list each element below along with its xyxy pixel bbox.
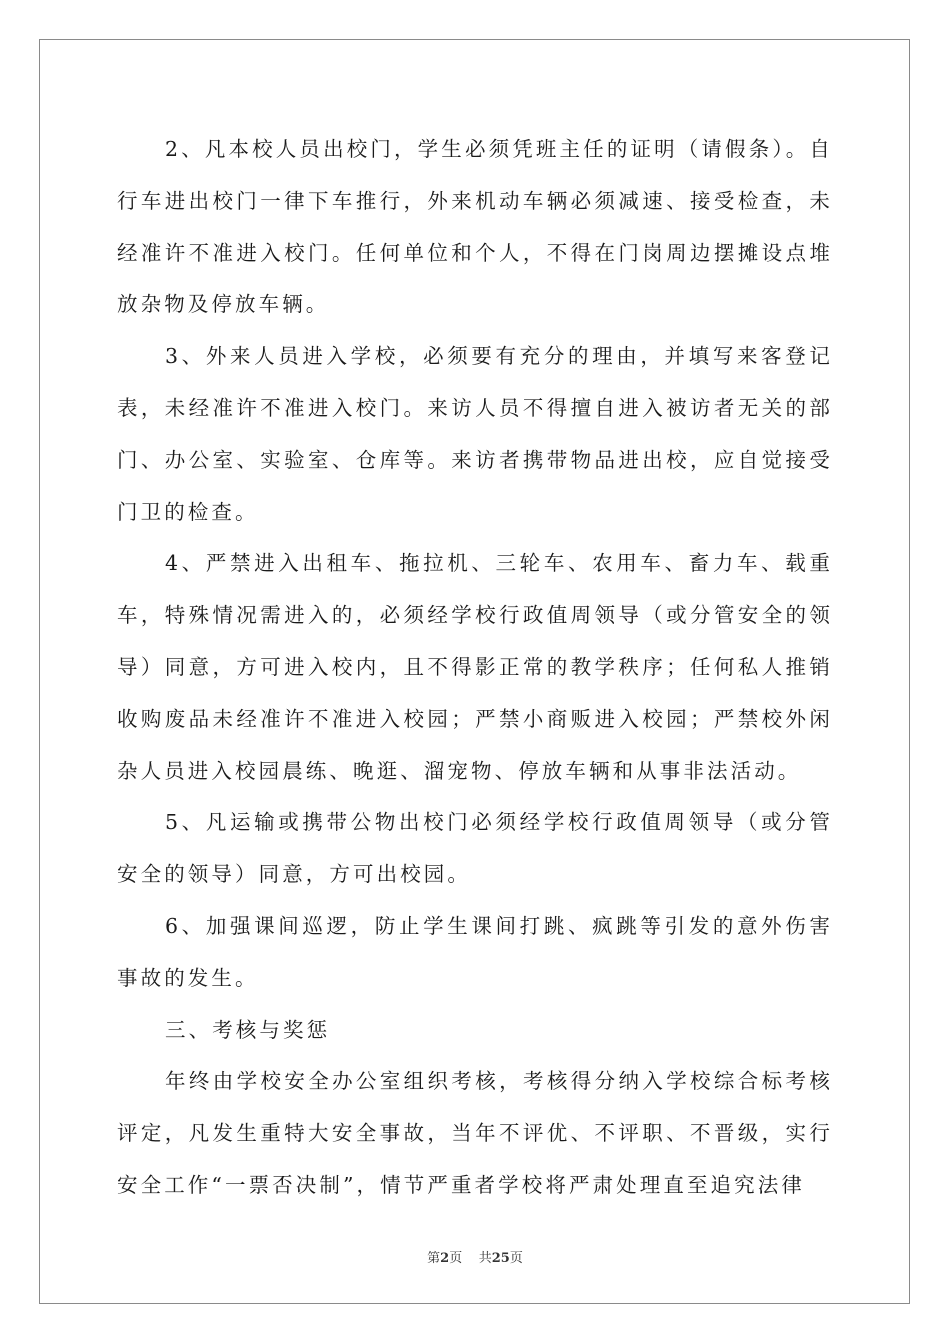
paragraph-item-2: 2、凡本校人员出校门，学生必须凭班主任的证明（请假条）。自行车进出校门一律下车推行，外来机动车辆必须减速、接受检查，未经准许不准进入校门。任何单位和个人，不得在门岗周边摆摊设点堆放杂物及停放车辆。 [117, 137, 833, 317]
paragraph-assessment: 年终由学校安全办公室组织考核，考核得分纳入学校综合标考核评定，凡发生重特大安全事故，当年不评优、不评职、不晋级，实行安全工作“一票否决制”，情节严重者学校将严肃处理直至追究法律 [117, 1069, 833, 1197]
paragraph-item-4: 4、严禁进入出租车、拖拉机、三轮车、农用车、畜力车、载重车，特殊情况需进入的，必须经学校行政值周领导（或分管安全的领导）同意，方可进入校内，且不得影正常的教学秩序；任何私人推销收购废品未经准许不准进入校园；严禁小商贩进入校园；严禁校外闲杂人员进入校园晨练、晚逛、溜宠物、停放车辆和从事非法活动。 [117, 551, 833, 783]
paragraph-item-3: 3、外来人员进入学校，必须要有充分的理由，并填写来客登记表，未经准许不准进入校门。来访人员不得擅自进入被访者无关的部门、办公室、实验室、仓库等。来访者携带物品进出校，应自觉接受门卫的检查。 [117, 344, 833, 524]
document-body [117, 124, 833, 1212]
footer-total-pages: 25 [491, 1251, 510, 1266]
section-heading: 三、考核与奖惩 [165, 1017, 331, 1042]
footer-total-suffix: 页 [509, 1251, 523, 1266]
footer-total-prefix: 共 [478, 1251, 492, 1266]
footer-page-number: 2 [440, 1251, 450, 1266]
page-footer [0, 1247, 950, 1266]
footer-page-suffix: 页 [449, 1251, 463, 1266]
paragraph-item-5: 5、凡运输或携带公物出校门必须经学校行政值周领导（或分管安全的领导）同意，方可出校园。 [117, 810, 833, 887]
footer-page-prefix: 第 [427, 1251, 441, 1266]
paragraph-item-6: 6、加强课间巡逻，防止学生课间打跳、疯跳等引发的意外伤害事故的发生。 [117, 913, 833, 990]
